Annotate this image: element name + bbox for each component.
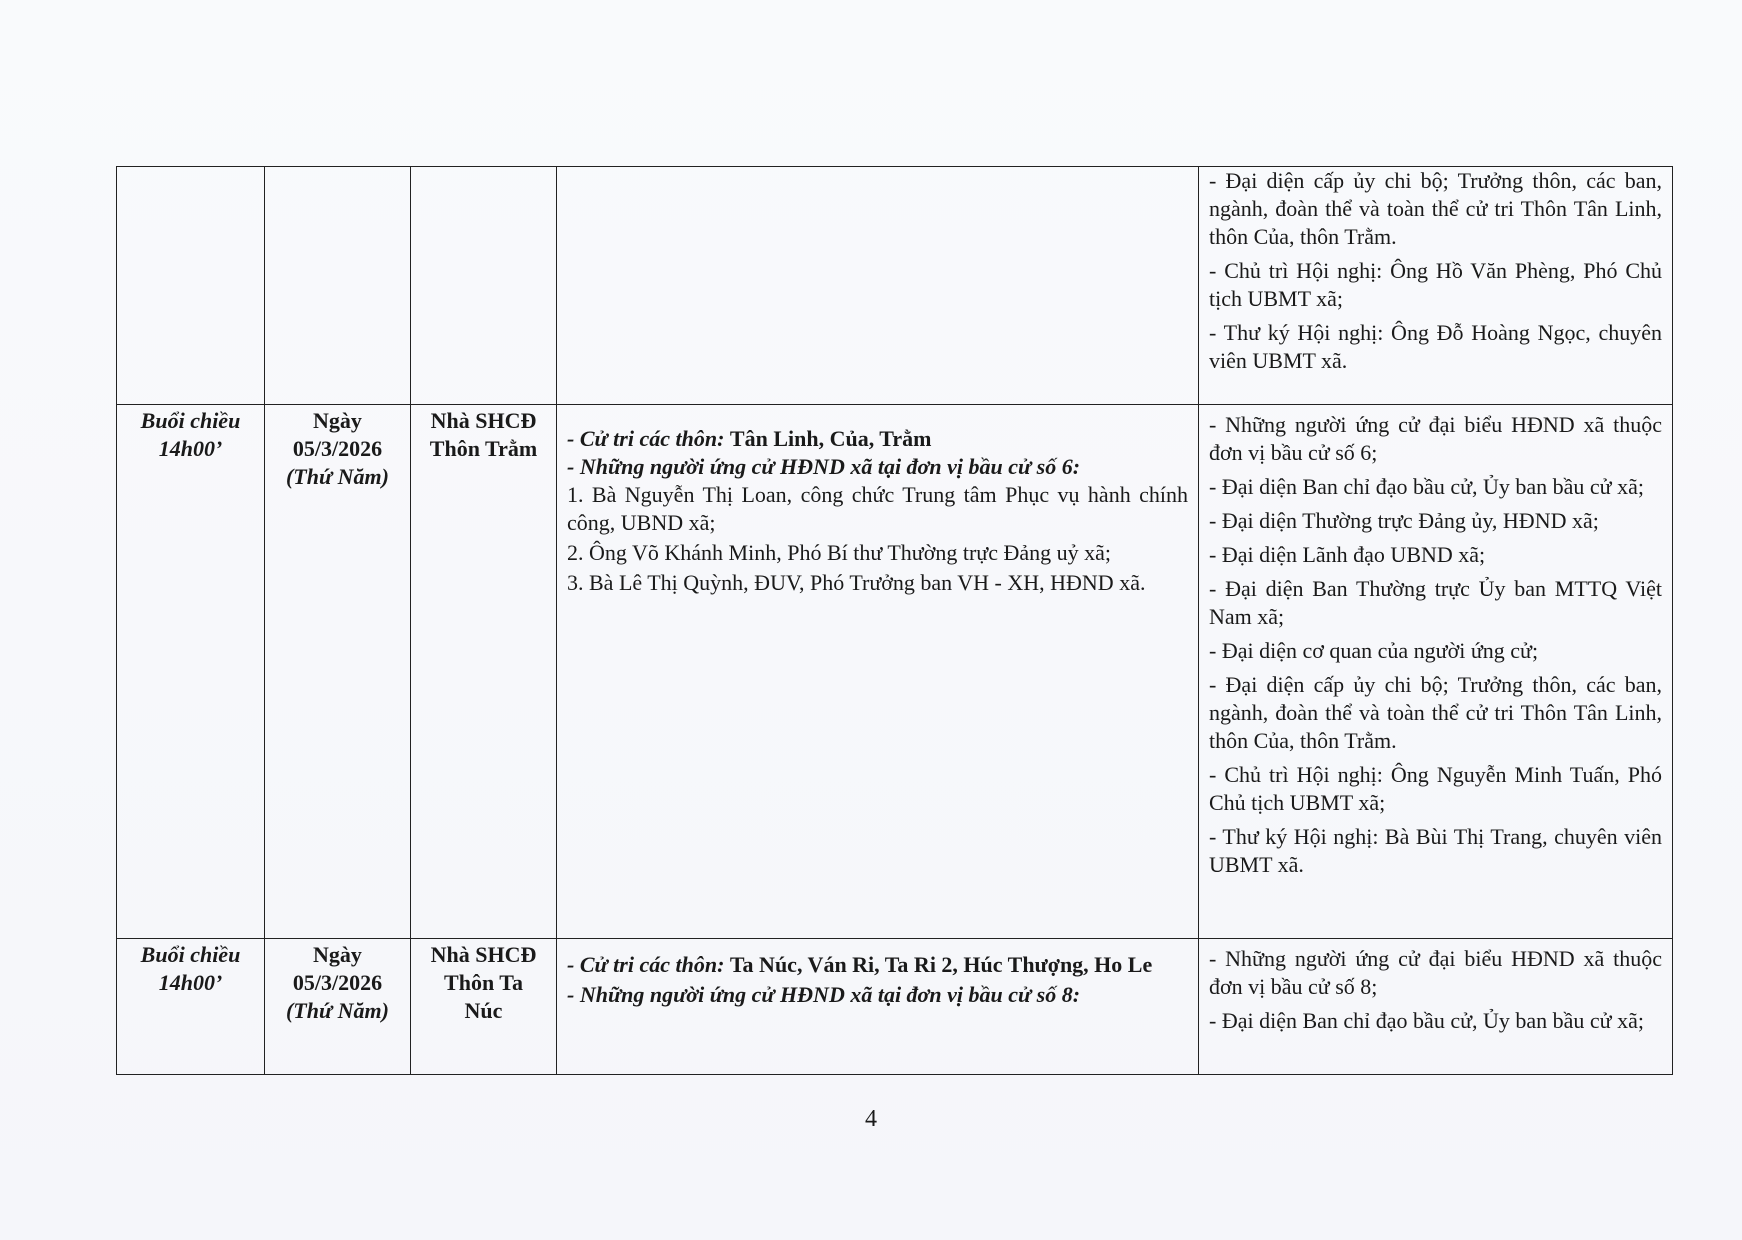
place-cell	[411, 167, 557, 405]
participant-item: - Đại diện cấp ủy chi bộ; Trưởng thôn, các ban, ngành, đoàn thể và toàn thể cử tri Thôn Tân Linh, thôn Của, thôn Trằm.	[1209, 672, 1662, 753]
date-cell	[265, 405, 411, 939]
participant-item: - Những người ứng cử đại biểu HĐND xã thuộc đơn vị bầu cử số 6;	[1209, 412, 1662, 465]
participant-item: - Đại diện Ban chỉ đạo bầu cử, Ủy ban bầu cử xã;	[1209, 474, 1644, 499]
place-line: Thôn Ta	[444, 970, 523, 995]
voters-value: Tân Linh, Của, Trằm	[729, 426, 932, 451]
voters-line	[567, 949, 1188, 981]
participant-item: - Chủ trì Hội nghị: Ông Nguyễn Minh Tuấn, Phó Chủ tịch UBMT xã;	[1209, 762, 1662, 815]
session-label: Buổi chiều	[140, 408, 241, 433]
place-line: Nhà SHCĐ	[430, 942, 537, 967]
page-number: 4	[865, 1106, 877, 1132]
table-row	[117, 167, 1673, 405]
place-line: Nhà SHCĐ	[430, 408, 537, 433]
place-cell	[411, 405, 557, 939]
participant-item: - Đại diện Thường trực Đảng ủy, HĐND xã;	[1209, 508, 1599, 533]
date-value: 05/3/2026	[292, 970, 383, 995]
candidates-heading: - Những người ứng cử HĐND xã tại đơn vị bầu cử số 6:	[567, 454, 1081, 479]
content-cell	[557, 939, 1199, 1075]
place-line: Núc	[464, 998, 503, 1023]
session-time: 14h00’	[158, 436, 223, 461]
voters-line	[567, 425, 1188, 453]
content-cell	[557, 167, 1199, 405]
candidate-item: 3. Bà Lê Thị Quỳnh, ĐUV, Phó Trưởng ban VH - XH, HĐND xã.	[567, 570, 1146, 595]
date-value: 05/3/2026	[292, 436, 383, 461]
session-cell	[117, 939, 265, 1075]
weekday: (Thứ Năm)	[285, 464, 389, 489]
session-label: Buổi chiều	[140, 942, 241, 967]
candidate-item: 2. Ông Võ Khánh Minh, Phó Bí thư Thường trực Đảng uỷ xã;	[567, 540, 1112, 565]
voters-label: - Cử tri các thôn:	[567, 952, 730, 977]
weekday: (Thứ Năm)	[285, 998, 389, 1023]
participant-item: - Đại diện Lãnh đạo UBND xã;	[1209, 542, 1486, 567]
participant-item: - Thư ký Hội nghị: Bà Bùi Thị Trang, chuyên viên UBMT xã.	[1209, 824, 1662, 877]
session-time: 14h00’	[158, 970, 223, 995]
participant-item: - Những người ứng cử đại biểu HĐND xã thuộc đơn vị bầu cử số 8;	[1209, 946, 1662, 999]
participant-item: - Đại diện Ban chỉ đạo bầu cử, Ủy ban bầu cử xã;	[1209, 1008, 1644, 1033]
participant-item: - Thư ký Hội nghị: Ông Đỗ Hoàng Ngọc, chuyên viên UBMT xã.	[1209, 320, 1662, 373]
date-cell	[265, 939, 411, 1075]
candidate-item: 1. Bà Nguyễn Thị Loan, công chức Trung tâm Phục vụ hành chính công, UBND xã;	[567, 482, 1188, 535]
voters-label: - Cử tri các thôn:	[567, 426, 730, 451]
participant-item: - Đại diện cấp ủy chi bộ; Trưởng thôn, các ban, ngành, đoàn thể và toàn thể cử tri Thôn Tân Linh, thôn Của, thôn Trằm.	[1209, 168, 1662, 249]
participants-cell	[1199, 939, 1673, 1075]
date-label: Ngày	[313, 942, 362, 967]
participant-item: - Chủ trì Hội nghị: Ông Hồ Văn Phèng, Phó Chủ tịch UBMT xã;	[1209, 258, 1662, 311]
participants-cell	[1199, 405, 1673, 939]
participant-item: - Đại diện cơ quan của người ứng cử;	[1209, 638, 1539, 663]
place-line: Thôn Trằm	[429, 436, 538, 461]
content-cell	[557, 405, 1199, 939]
table-row	[117, 939, 1673, 1075]
candidates-heading: - Những người ứng cử HĐND xã tại đơn vị bầu cử số 8:	[567, 982, 1081, 1007]
date-cell	[265, 167, 411, 405]
session-cell	[117, 405, 265, 939]
participants-cell	[1199, 167, 1673, 405]
session-cell	[117, 167, 265, 405]
table-row	[117, 405, 1673, 939]
voters-value: Ta Núc, Ván Ri, Ta Ri 2, Húc Thượng, Ho Le	[729, 952, 1153, 977]
place-cell	[411, 939, 557, 1075]
schedule-table	[116, 166, 1673, 1075]
participant-item: - Đại diện Ban Thường trực Ủy ban MTTQ Việt Nam xã;	[1209, 576, 1662, 629]
date-label: Ngày	[313, 408, 362, 433]
